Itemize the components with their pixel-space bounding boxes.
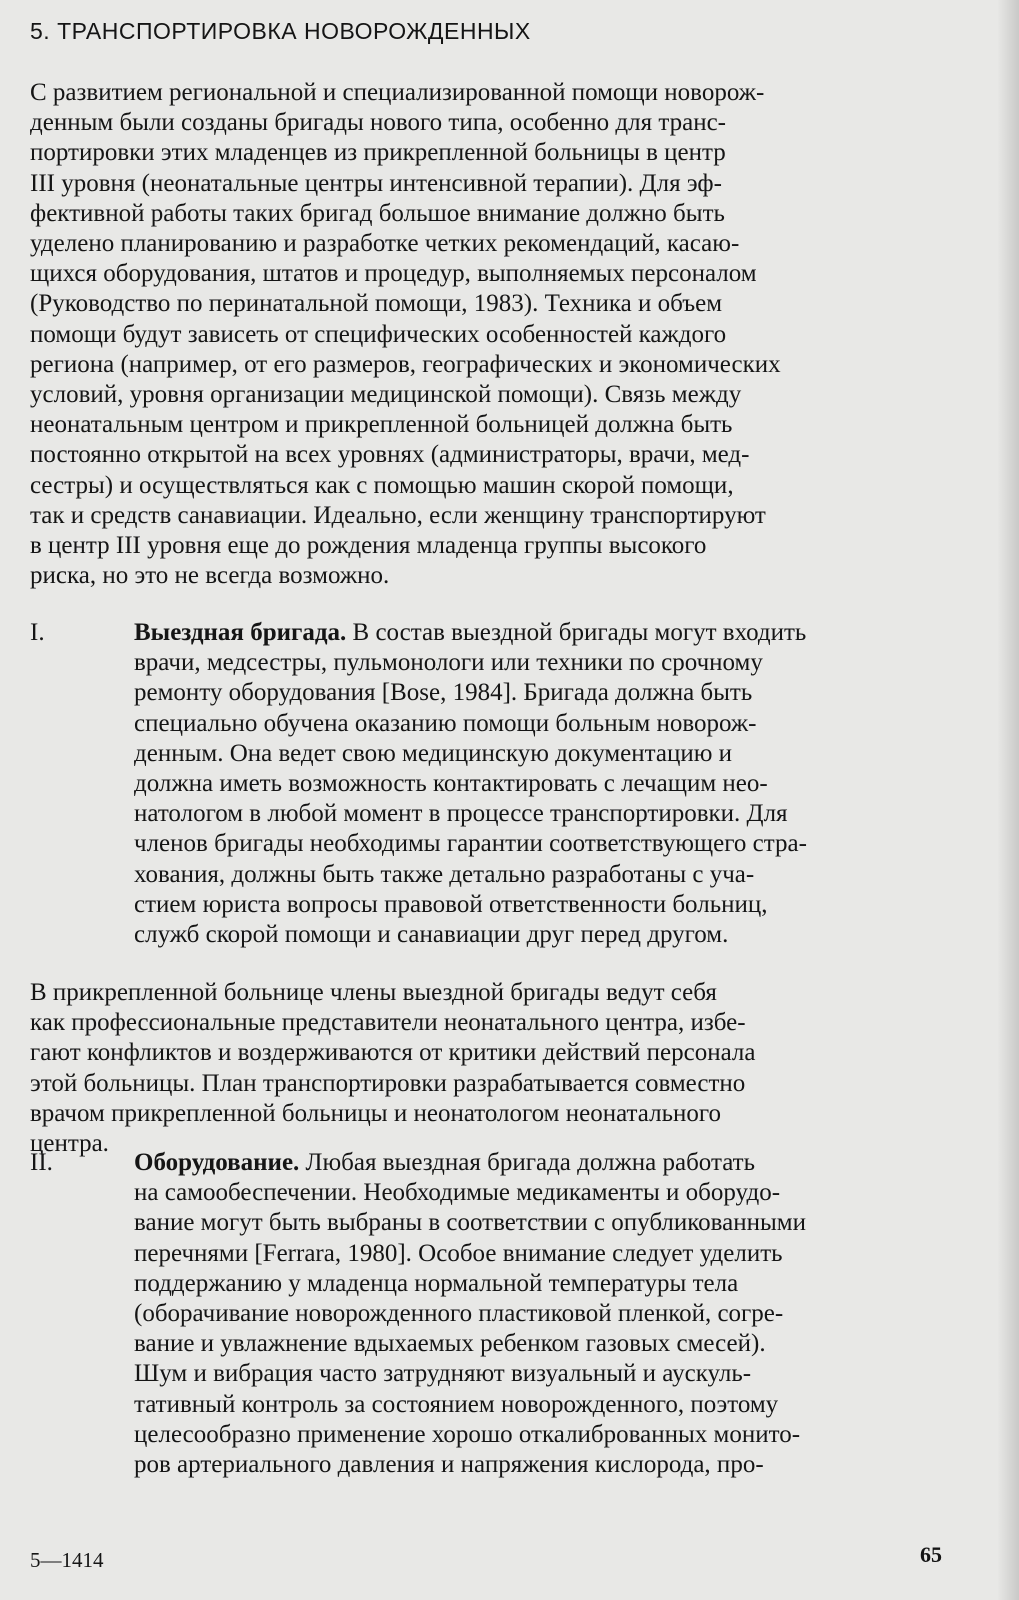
item-number: I. <box>30 619 45 646</box>
item-body <box>134 1148 968 1480</box>
item-number: II. <box>30 1149 53 1176</box>
page-edge-shadow <box>997 0 1019 1600</box>
intro-paragraph: С развитием региональной и специализированной помощи новорож- денным были созданы бригады нового типа, особенно для транс- портировки этих младенцев из прикрепленной больницы в центр III уровня (неонатальные центры интенсивной терапии). Для эф- фективной работы таких бригад большое внимание должно быть уделено планированию и разработке четких рекомендаций, касаю- щихся оборудования, штатов и процедур, выполняемых персоналом (Руководство по перинатальной помощи, 1983). Техника и объем помощи будут зависеть от специфических особенностей каждого региона (например, от его размеров, географических и экономических условий, уровня организации медицинской помощи). Связь между неонатальным центром и прикрепленной больницей должна быть постоянно открытой на всех уровнях (администраторы, врачи, мед- сестры) и осуществляться как с помощью машин скорой помощи, так и средств санавиации. Идеально, если женщину транспортируют в центр III уровня еще до рождения младенца группы высокого риска, но это не всегда возможно. <box>30 79 781 590</box>
printer-signature: 5—1414 <box>30 1548 104 1572</box>
item-body <box>134 618 968 950</box>
item-text: В состав выездной бригады могут входить врачи, медсестры, пульмонологи или техники по срочному ремонту оборудования [Bose, 1984]. Бригада должна быть специально обучена оказанию помощи больным новорож- денным. Она ведет свою медицинскую документацию и должна иметь возможность контактировать с лечащим нео- натологом в любой момент в процессе транспортировки. Для членов бригады необходимы гарантии соответствующего стра- хования, должны быть также детально разработаны с уча- стием юриста вопросы правовой ответственности больниц, служб скорой помощи и санавиации друг перед другом. <box>134 619 807 949</box>
item-text: Любая выездная бригада должна работать на самообеспечении. Необходимые медикаменты и оборудо- вание могут быть выбраны в соответствии с опубликованными перечнями [Ferrara, 1980]. Особое внимание следует уделить поддержанию у младенца нормальной температуры тела (оборачивание новорожденного пластиковой пленкой, согре- вание и увлажнение вдыхаемых ребенком газовых смесей). Шум и вибрация часто затрудняют визуальный и аускуль- тативный контроль за состоянием новорожденного, поэтому целесообразно применение хорошо откалиброванных монито- ров артериального давления и напряжения кислорода, про- <box>134 1149 806 1479</box>
page-number: 65 <box>920 1542 942 1567</box>
section-heading: 5. ТРАНСПОРТИРОВКА НОВОРОЖДЕННЫХ <box>30 18 531 44</box>
item-title: Оборудование. <box>134 1149 300 1176</box>
item-title: Выездная бригада. <box>134 619 347 646</box>
hospital-paragraph: В прикрепленной больнице члены выездной бригады ведут себя как профессиональные представители неонатального центра, избе- гают конфликтов и воздерживаются от критики действий персонала этой больницы. План транспортировки разрабатывается совместно врачом прикрепленной больницы и неонатологом неонатального центра. <box>30 979 756 1158</box>
